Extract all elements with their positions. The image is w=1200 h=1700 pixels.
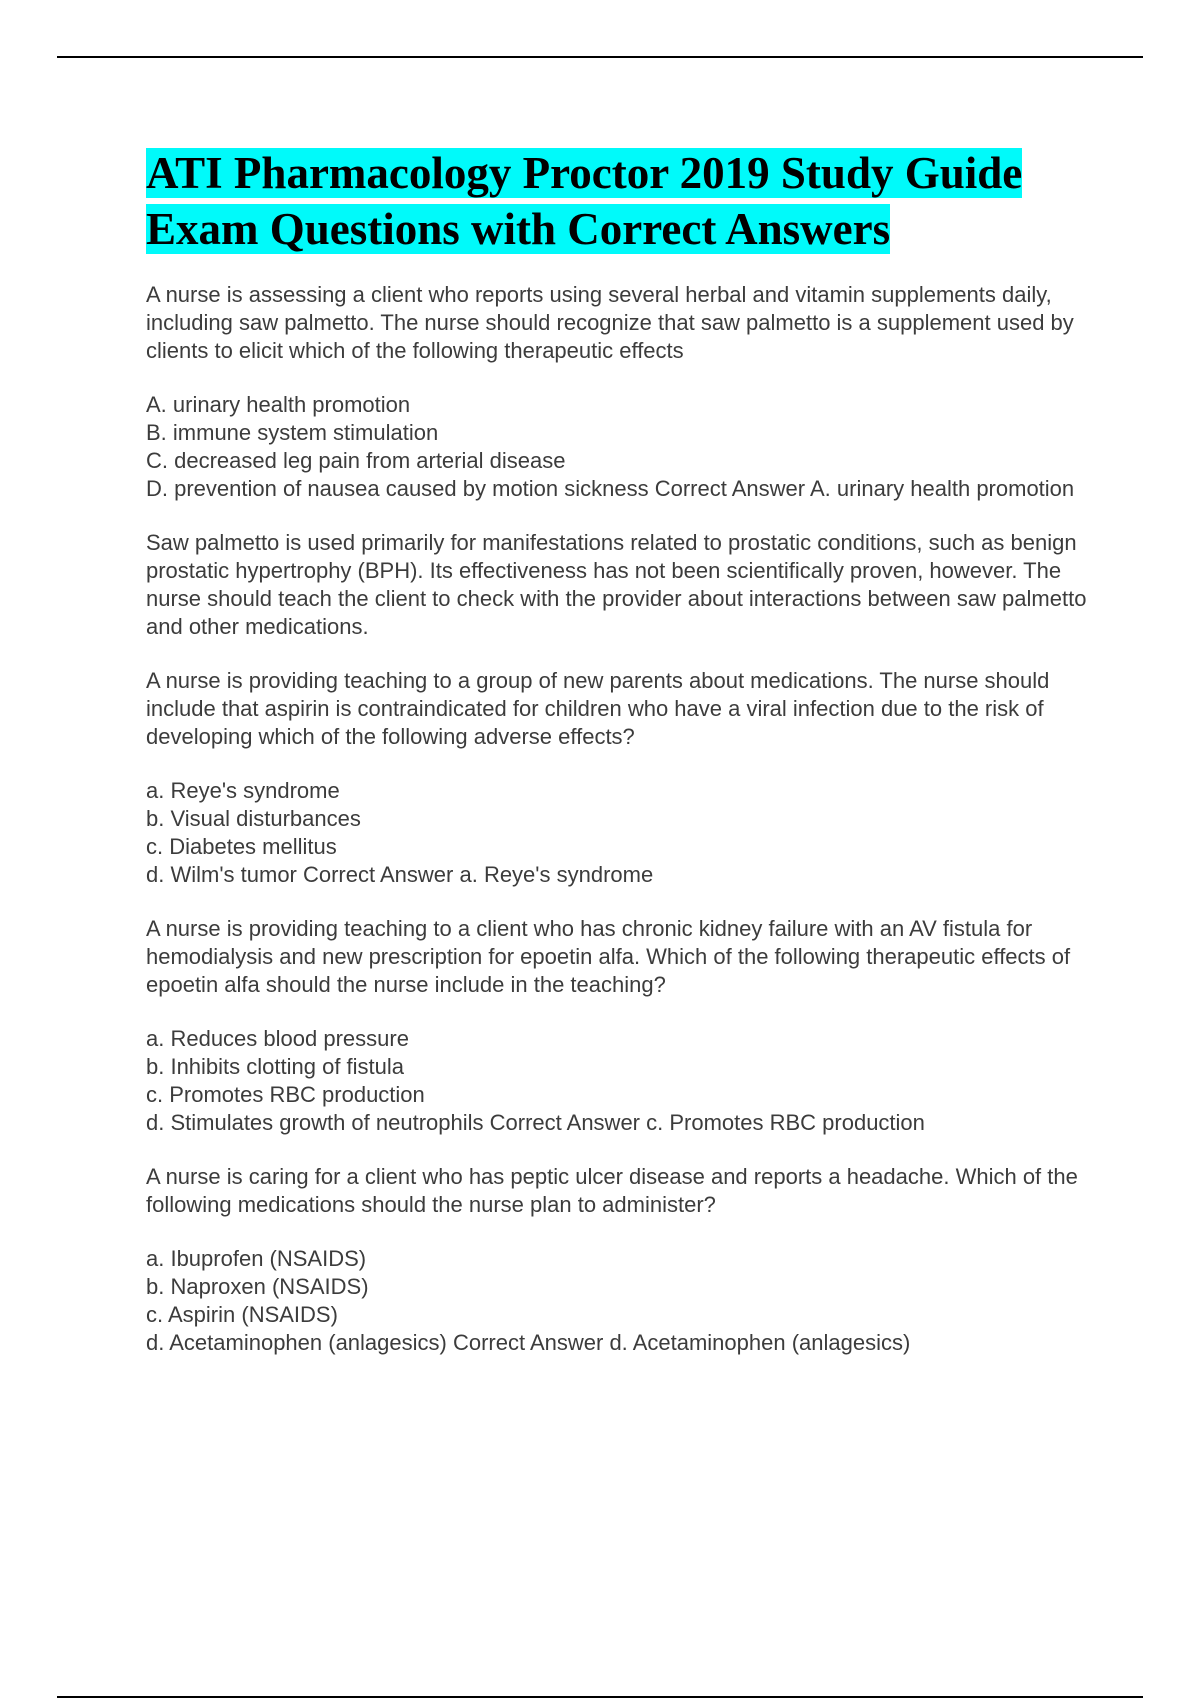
list-item: c. Promotes RBC production [146, 1082, 425, 1107]
list-item: c. Diabetes mellitus [146, 834, 337, 859]
list-item: b. Naproxen (NSAIDS) [146, 1274, 369, 1299]
list-item: a. Reye's syndrome [146, 778, 340, 803]
question-1-options [146, 391, 1096, 503]
list-item: b. Inhibits clotting of fistula [146, 1054, 405, 1079]
list-item: a. Reduces blood pressure [146, 1026, 409, 1051]
question-3-stem: A nurse is providing teaching to a client who has chronic kidney failure with an AV fistula for hemodialysis and new prescription for epoetin alfa. Which of the following therapeutic effects of epoetin alfa should the nurse include in the teaching? [146, 916, 1077, 997]
title-line-2: Exam Questions with Correct Answers [146, 204, 891, 254]
list-item: d. Acetaminophen (anlagesics) Correct Answer d. Acetaminophen (anlagesics) [146, 1330, 911, 1355]
document-title [146, 145, 1096, 257]
list-item: b. Visual disturbances [146, 806, 361, 831]
list-item: d. Wilm's tumor Correct Answer a. Reye's syndrome [146, 862, 654, 887]
question-2-options [146, 777, 1096, 889]
question-1-stem: A nurse is assessing a client who reports using several herbal and vitamin supplements daily, including saw palmetto. The nurse should recognize that saw palmetto is a supplement used by clients to elicit which of the following therapeutic effects [146, 282, 1080, 363]
document-body [146, 145, 1096, 1357]
list-item: A. urinary health promotion [146, 392, 411, 417]
question-4-options [146, 1245, 1096, 1357]
footer-rule [57, 1696, 1143, 1698]
list-item: C. decreased leg pain from arterial disease [146, 448, 566, 473]
header-rule [57, 56, 1143, 58]
list-item: a. Ibuprofen (NSAIDS) [146, 1246, 367, 1271]
list-item: B. immune system stimulation [146, 420, 439, 445]
title-line-1: ATI Pharmacology Proctor 2019 Study Guide [146, 148, 1023, 198]
question-3-options [146, 1025, 1096, 1137]
question-1-rationale: Saw palmetto is used primarily for manifestations related to prostatic conditions, such as benign prostatic hypertrophy (BPH). Its effectiveness has not been scientifically proven, however. The nurse should teach the client to check with the provider about interactions between saw palmetto and other medications. [146, 530, 1093, 639]
list-item: c. Aspirin (NSAIDS) [146, 1302, 338, 1327]
question-2-stem: A nurse is providing teaching to a group of new parents about medications. The nurse should include that aspirin is contraindicated for children who have a viral infection due to the risk of developing which of the following adverse effects? [146, 668, 1056, 749]
list-item: d. Stimulates growth of neutrophils Correct Answer c. Promotes RBC production [146, 1110, 925, 1135]
question-4-stem: A nurse is caring for a client who has peptic ulcer disease and reports a headache. Which of the following medications should the nurse plan to administer? [146, 1164, 1084, 1217]
list-item: D. prevention of nausea caused by motion sickness Correct Answer A. urinary health promotion [146, 476, 1075, 501]
